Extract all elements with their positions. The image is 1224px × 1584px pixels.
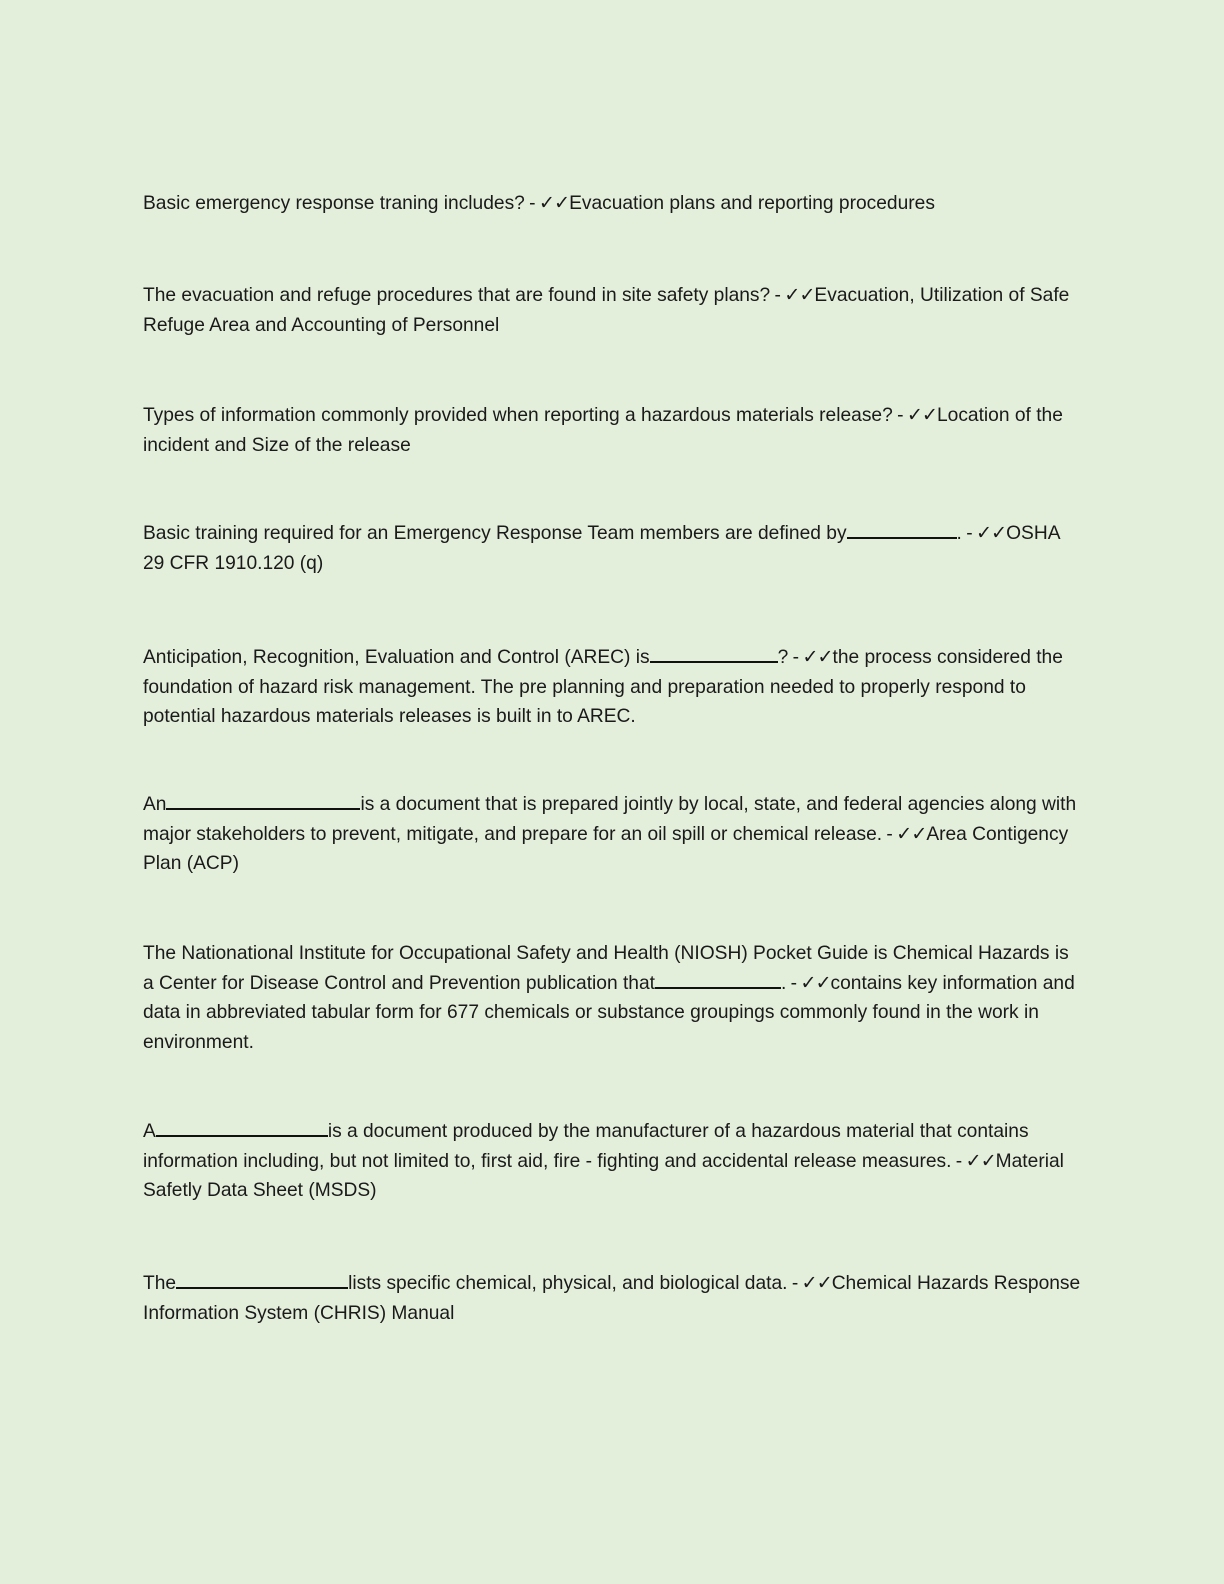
fill-in-blank bbox=[156, 1117, 328, 1137]
question-text: Basic emergency response traning includes? bbox=[143, 193, 525, 214]
question-text-end: is a document that is prepared jointly by local, state, and federal agencies along with major stakeholders to prevent, mitigate, and prepare for an oil spill or chemical release. bbox=[143, 794, 1077, 845]
question-text: Basic training required for an Emergency Response Team members are defined by bbox=[143, 523, 847, 544]
question-text-end: . bbox=[780, 972, 787, 994]
answer-text: OSHA 29 CFR 1910.120 (q) bbox=[143, 523, 1060, 574]
question-text-end: lists specific chemical, physical, and biological data. bbox=[348, 1273, 788, 1294]
answer-text: the process considered the foundation of hazard risk management. The pre planning and preparation needed to properly respond to potential hazardous materials releases is built in to AREC. bbox=[143, 647, 1063, 727]
answer-text: contains key information and data in abbreviated tabular form for 677 chemicals or substance groupings commonly found in the work in environment. bbox=[143, 972, 1075, 1053]
question-text: Types of information commonly provided when reporting a hazardous materials release? bbox=[143, 405, 893, 426]
qa-item-8 bbox=[143, 1117, 1083, 1206]
qa-item-6 bbox=[143, 790, 1083, 879]
question-text: The evacuation and refuge procedures that are found in site safety plans? bbox=[143, 285, 771, 306]
qa-item-9 bbox=[143, 1269, 1083, 1328]
answer-checkmarks: - ✓✓ bbox=[786, 972, 831, 994]
fill-in-blank bbox=[655, 969, 781, 989]
question-text-end: . bbox=[956, 523, 962, 544]
answer-checkmarks: - ✓✓ bbox=[787, 1273, 832, 1294]
answer-checkmarks: - ✓✓ bbox=[770, 285, 815, 306]
answer-checkmarks: - ✓✓ bbox=[951, 1150, 996, 1172]
answer-checkmarks: - ✓✓ bbox=[788, 647, 833, 668]
qa-item-1 bbox=[143, 189, 1083, 219]
answer-checkmarks: - ✓✓ bbox=[892, 405, 937, 426]
answer-checkmarks: - ✓✓ bbox=[524, 193, 570, 214]
fill-in-blank bbox=[176, 1269, 348, 1289]
question-text: A bbox=[143, 1121, 156, 1142]
question-text: The bbox=[143, 1273, 177, 1294]
qa-item-4 bbox=[143, 519, 1083, 578]
qa-item-5 bbox=[143, 643, 1083, 732]
answer-text: Material Safetly Data Sheet (MSDS) bbox=[143, 1150, 1064, 1201]
fill-in-blank bbox=[166, 790, 360, 810]
fill-in-blank bbox=[847, 519, 957, 539]
qa-item-3 bbox=[143, 401, 1083, 460]
answer-checkmarks: - ✓✓ bbox=[882, 823, 927, 845]
question-text: The Nationational Institute for Occupational Safety and Health (NIOSH) Pocket Guide is Chemical Hazards is a Center for Disease Control and Prevention publication that bbox=[143, 943, 1069, 994]
qa-item-2 bbox=[143, 281, 1083, 340]
question-text: Anticipation, Recognition, Evaluation and Control (AREC) is bbox=[143, 647, 650, 668]
answer-text: Area Contigency Plan (ACP) bbox=[143, 823, 1069, 874]
answer-text: Evacuation plans and reporting procedures bbox=[569, 193, 935, 214]
answer-text: Chemical Hazards Response Information System (CHRIS) Manual bbox=[143, 1273, 1081, 1324]
answer-text: Evacuation, Utilization of Safe Refuge Area and Accounting of Personnel bbox=[143, 285, 1070, 336]
question-text: An bbox=[143, 794, 167, 815]
answer-text: Location of the incident and Size of the release bbox=[143, 405, 1063, 456]
qa-item-7 bbox=[143, 939, 1083, 1057]
answer-checkmarks: - ✓✓ bbox=[961, 523, 1007, 544]
question-text-end: ? bbox=[777, 647, 789, 668]
question-text-end: is a document produced by the manufacturer of a hazardous material that contains information including, but not limited to, first aid, fire - fighting and accidental release measures. bbox=[143, 1121, 1029, 1172]
fill-in-blank bbox=[650, 643, 778, 663]
